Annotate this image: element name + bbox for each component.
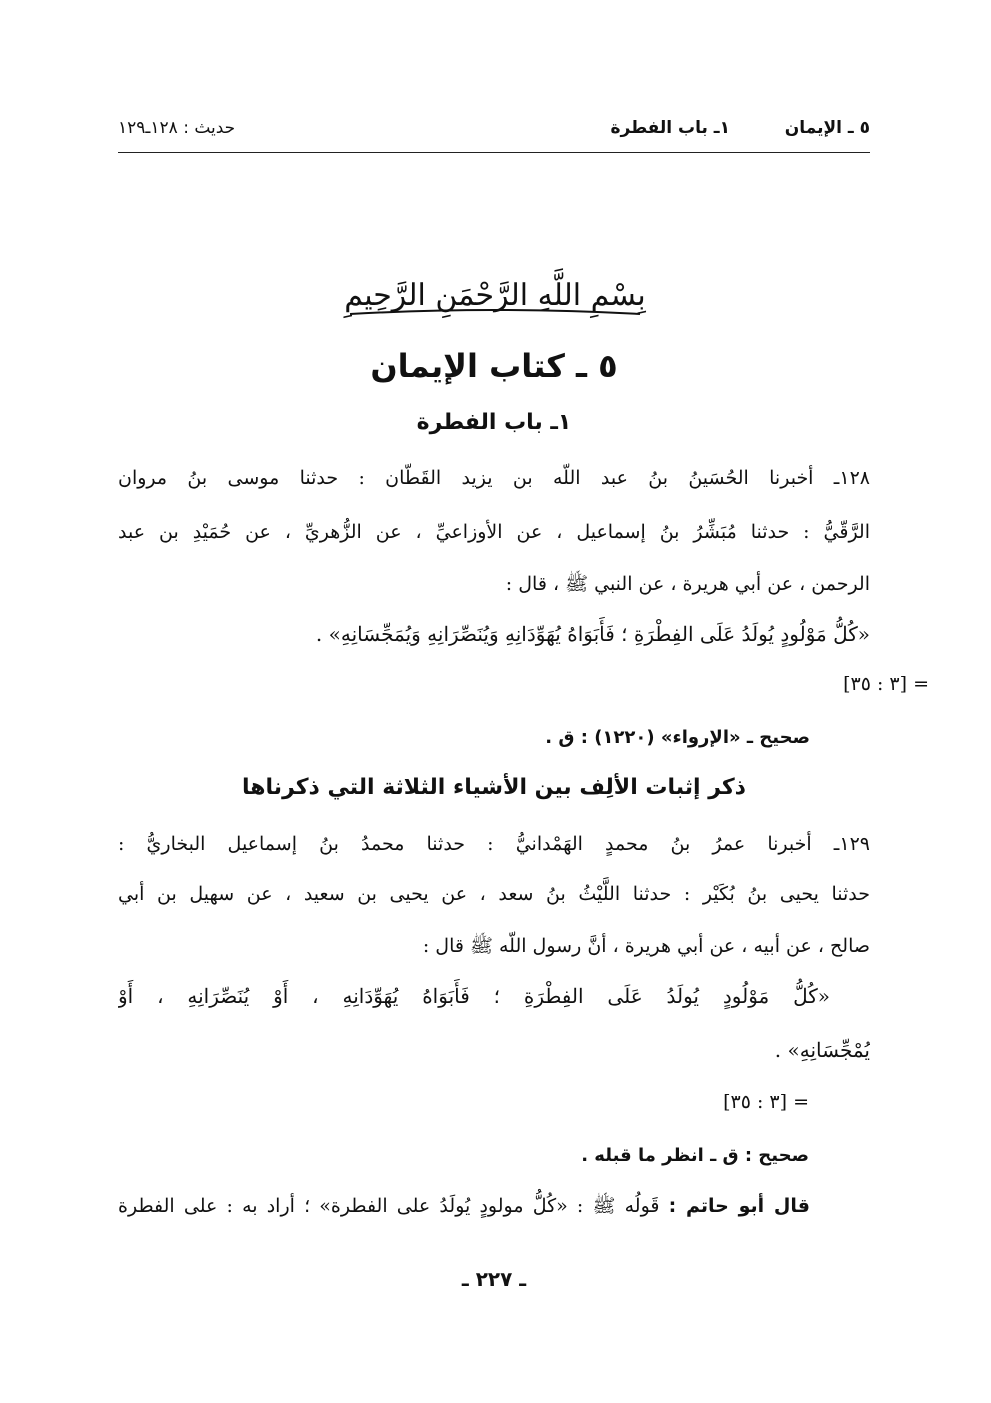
hadith-128-reference: = [٣ : ٣٥]	[843, 673, 929, 695]
hadith-128-isnad-line: الرحمن ، عن أبي هريرة ، عن النبي ﷺ ، قال :	[505, 573, 870, 595]
basmala-text: بِسْمِ اللَّهِ الرَّحْمَنِ الرَّحِيمِ	[344, 278, 646, 313]
basmala-flourish	[330, 304, 660, 318]
hadith-129-matn-line: «كُلُّ مَوْلُودٍ يُولَدُ عَلَى الفِطْرَةِ ؛ فَأَبَوَاهُ يُهَوِّدَانِهِ ، أَوْ يُنَصِّرَانِهِ ، أَوْ	[118, 984, 830, 1008]
basmala	[330, 268, 660, 324]
header-chapter: ٥ ـ الإيمان	[784, 118, 870, 138]
commentary-line	[118, 1186, 810, 1226]
header-bab: ١ـ باب الفطرة	[610, 118, 730, 138]
hadith-128-isnad-line: ١٢٨ـ أخبرنا الحُسَينُ بنُ عبد اللّه بن يزيد القَطّان : حدثنا موسى بنُ مروان	[118, 467, 870, 489]
running-header	[118, 118, 870, 144]
hadith-128-matn: «كُلُّ مَوْلُودٍ يُولَدُ عَلَى الفِطْرَةِ ؛ فَأَبَوَاهُ يُهَوِّدَانِهِ وَيُنَصِّرَانِهِ وَيُمَجِّسَانِهِ» .	[315, 622, 870, 646]
hadith-129-isnad-line: صالح ، عن أبيه ، عن أبي هريرة ، أنَّ رسول اللّه ﷺ قال :	[422, 935, 870, 957]
page-number: ـ ٢٢٧ ـ	[461, 1267, 527, 1291]
hadith-129-reference: = [٣ : ٣٥]	[723, 1091, 809, 1113]
hadith-129-matn-line: يُمْجِّسَانِهِ» .	[774, 1038, 870, 1062]
bab-title: ١ـ باب الفطرة	[416, 410, 572, 435]
hadith-128-isnad-line: الرَّقّيُّ : حدثنا مُبَشِّرُ بنُ إسماعيل ، عن الأوزاعيِّ ، عن الزُّهريِّ ، عن حُمَيْدِ بن عبد	[118, 521, 870, 543]
hadith-128-grading: صحيح ـ «الإرواء» (١٢٢٠) : ق .	[545, 727, 810, 748]
section-heading: ذكر إثبات الألِف بين الأشياء الثلاثة التي ذكرناها	[242, 775, 746, 800]
commentary-text: قَولُه ﷺ : «كُلُّ مولودٍ يُولَدُ على الفطرة» ؛ أراد به : على الفطرة	[118, 1195, 660, 1217]
hadith-129-grading: صحيح : ق ـ انظر ما قبله .	[581, 1145, 809, 1166]
hadith-129-isnad-line: حدثنا يحيى بنُ بُكَيْر : حدثنا اللَّيْثُ بنُ سعد ، عن يحيى بن سعيد ، عن سهيل بن أبي	[118, 883, 870, 905]
book-title: ٥ ـ كتاب الإيمان	[370, 347, 618, 385]
commentary-label: قال أبو حاتم :	[668, 1195, 810, 1217]
header-hadith-range: حديث : ١٢٨ـ١٢٩	[118, 118, 236, 138]
hadith-129-isnad-line: ١٢٩ـ أخبرنا عمرُ بنُ محمدٍ الهَمْدانيُّ : حدثنا محمدُ بنُ إسماعيل البخاريُّ :	[118, 833, 870, 855]
header-rule	[118, 152, 870, 153]
